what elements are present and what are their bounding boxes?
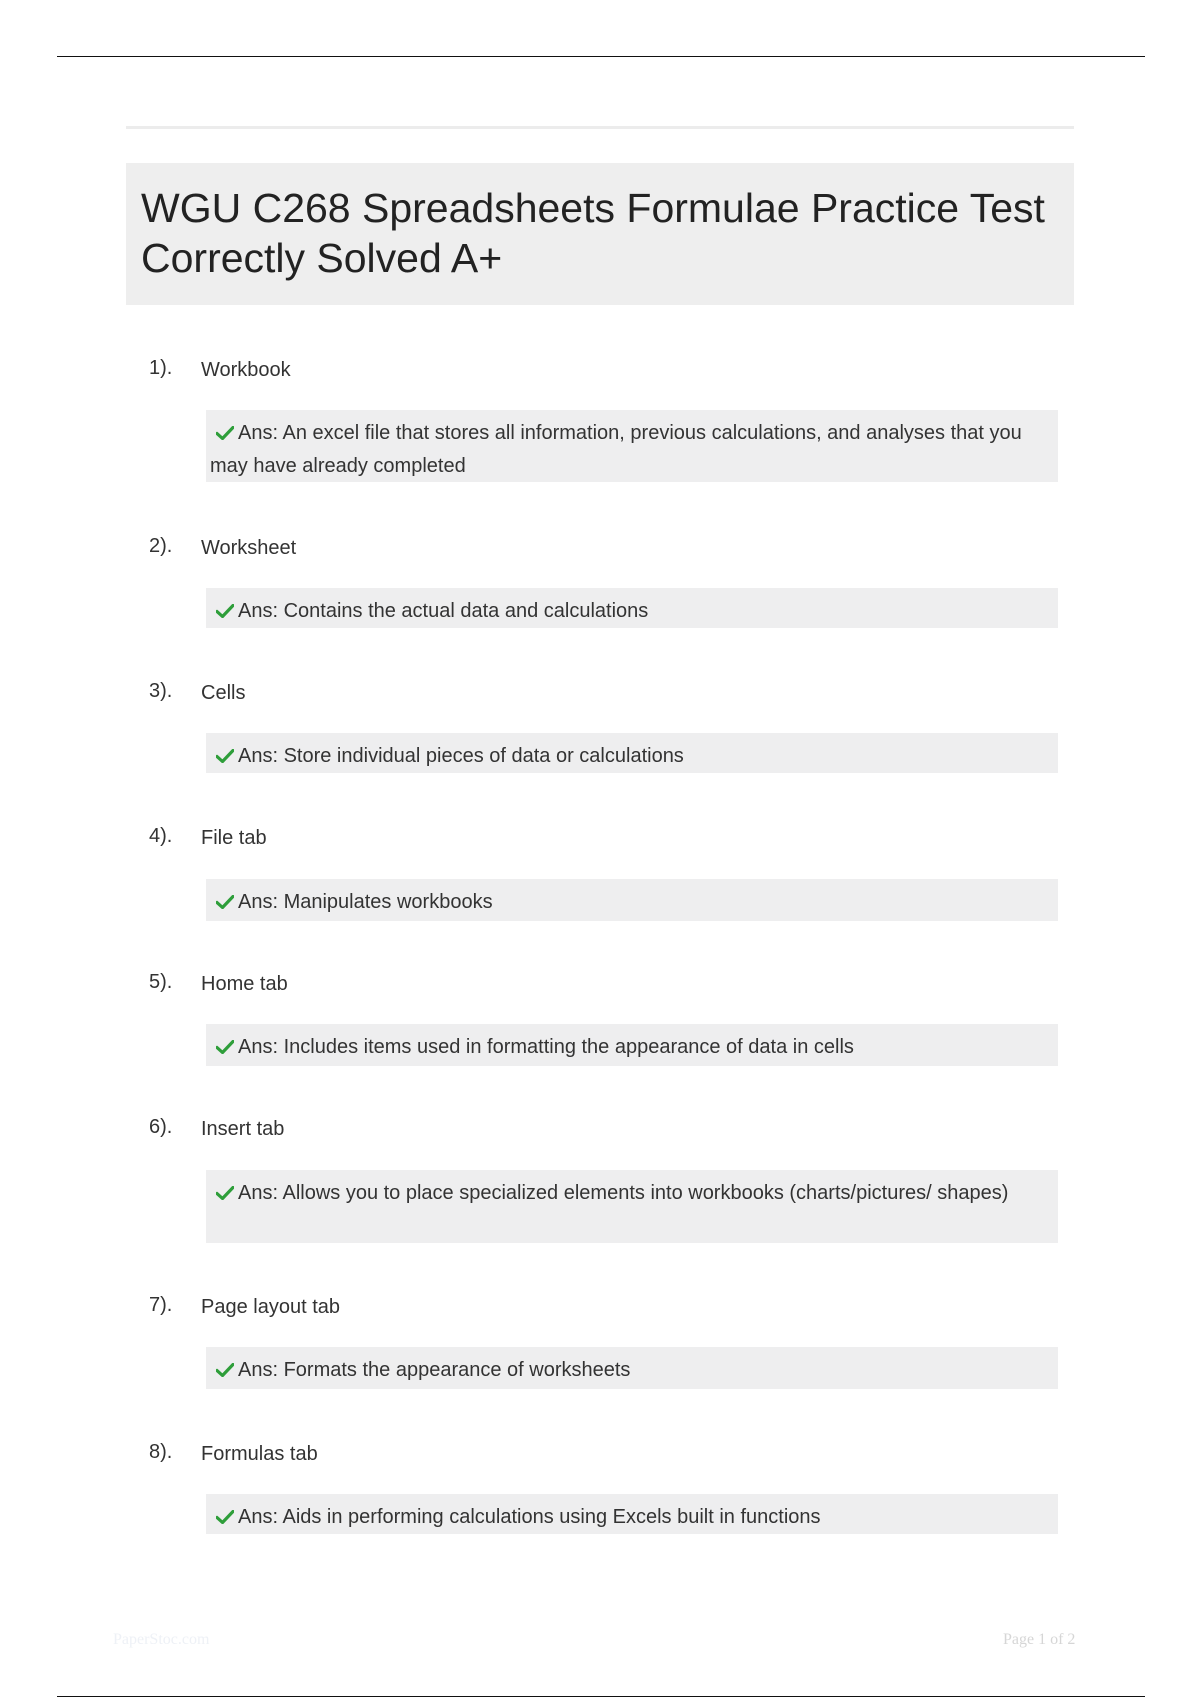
question-term: File tab [201, 827, 267, 849]
checkmark-icon [216, 895, 234, 909]
checkmark-icon [216, 604, 234, 618]
question-number: 5). [149, 971, 173, 993]
question-term: Cells [201, 682, 246, 704]
answer-text: Ans: Formats the appearance of worksheets [238, 1359, 631, 1381]
question-number: 8). [149, 1441, 173, 1463]
answer-text: Ans: Contains the actual data and calculations [238, 600, 649, 622]
page-number: Page 1 of 2 [1003, 1631, 1076, 1648]
answer-box [206, 1024, 1058, 1066]
question-number: 1). [149, 357, 173, 379]
question-number: 6). [149, 1116, 173, 1138]
question-term: Workbook [201, 359, 291, 381]
checkmark-icon [216, 1186, 234, 1200]
answer-box [206, 1170, 1058, 1243]
answer-text: Ans: An excel file that stores all information, previous calculations, and analyses that you may have already completed [210, 422, 1022, 477]
question-number: 7). [149, 1294, 173, 1316]
answer-box [206, 1494, 1058, 1534]
question-number: 4). [149, 825, 173, 847]
header-divider [126, 126, 1074, 129]
answer-box [206, 733, 1058, 773]
answer-text: Ans: Manipulates workbooks [238, 891, 493, 913]
answer-text: Ans: Store individual pieces of data or calculations [238, 745, 684, 767]
answer-box [206, 1347, 1058, 1389]
checkmark-icon [216, 426, 234, 440]
title-box [126, 163, 1074, 305]
question-term: Home tab [201, 973, 288, 995]
page-title: WGU C268 Spreadsheets Formulae Practice Test Correctly Solved A+ [141, 185, 1045, 281]
question-term: Page layout tab [201, 1296, 340, 1318]
answer-text: Ans: Allows you to place specialized elements into workbooks (charts/pictures/ shapes) [238, 1182, 1009, 1204]
bottom-rule [57, 1696, 1145, 1697]
answer-text: Ans: Includes items used in formatting the appearance of data in cells [238, 1036, 854, 1058]
question-number: 2). [149, 535, 173, 557]
checkmark-icon [216, 1510, 234, 1524]
footer-watermark: PaperStoc.com [113, 1631, 210, 1648]
answer-box [206, 879, 1058, 921]
question-term: Insert tab [201, 1118, 285, 1140]
answer-text: Ans: Aids in performing calculations using Excels built in functions [238, 1506, 821, 1528]
checkmark-icon [216, 1363, 234, 1377]
question-number: 3). [149, 680, 173, 702]
question-term: Worksheet [201, 537, 297, 559]
answer-box [206, 410, 1058, 482]
top-rule [57, 56, 1145, 57]
checkmark-icon [216, 1040, 234, 1054]
checkmark-icon [216, 749, 234, 763]
answer-box [206, 588, 1058, 628]
question-term: Formulas tab [201, 1443, 318, 1465]
